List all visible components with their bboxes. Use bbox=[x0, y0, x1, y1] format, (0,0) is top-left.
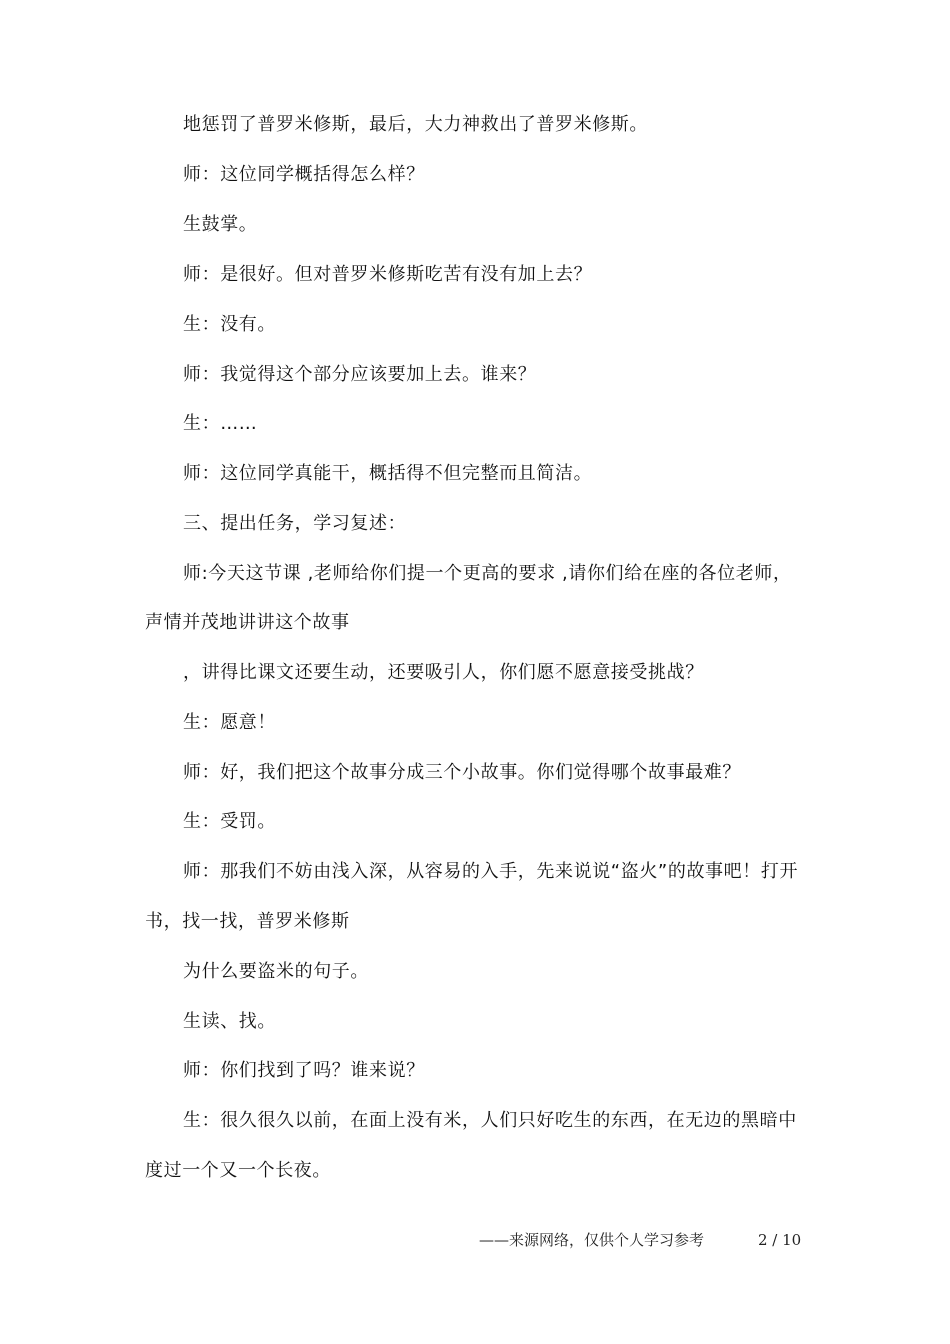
text-line: 师：你们找到了吗？谁来说？ bbox=[183, 1060, 425, 1081]
text-line: 师：是很好。但对普罗米修斯吃苦有没有加上去？ bbox=[183, 264, 593, 285]
text-line: 生鼓掌。 bbox=[183, 214, 258, 235]
text-line: 师：这位同学真能干，概括得不但完整而且简洁。 bbox=[183, 463, 593, 484]
text-line: ，讲得比课文还要生动，还要吸引人，你们愿不愿意接受挑战？ bbox=[183, 662, 704, 683]
text-line: 师：我觉得这个部分应该要加上去。谁来？ bbox=[183, 364, 537, 385]
text-line: 度过一个又一个长夜。 bbox=[145, 1160, 331, 1181]
page-number: 2 / 10 bbox=[758, 1231, 802, 1249]
text-line: 师：那我们不妨由浅入深，从容易的入手，先来说说“盗火”的故事吧！打开 bbox=[183, 861, 799, 882]
text-line: 为什么要盗米的句子。 bbox=[183, 961, 369, 982]
footer-source-note: ——来源网络，仅供个人学习参考 bbox=[479, 1231, 705, 1249]
text-line: 生读、找。 bbox=[183, 1011, 276, 1032]
text-line: 书，找一找，普罗米修斯 bbox=[145, 911, 350, 932]
text-line: 生：很久很久以前，在面上没有米，人们只好吃生的东西，在无边的黑暗中 bbox=[183, 1110, 797, 1131]
text-line: 师:今天这节课 ,老师给你们提一个更高的要求 ,请你们给在座的各位老师， bbox=[183, 563, 792, 584]
text-line: 师：好，我们把这个故事分成三个小故事。你们觉得哪个故事最难？ bbox=[183, 762, 741, 783]
section-heading: 三、提出任务，学习复述： bbox=[183, 513, 407, 534]
text-line: 地惩罚了普罗米修斯，最后，大力神救出了普罗米修斯。 bbox=[183, 114, 648, 135]
text-line: 生：…… bbox=[183, 413, 258, 434]
text-line: 生：受罚。 bbox=[183, 811, 276, 832]
text-line: 声情并茂地讲讲这个故事 bbox=[145, 612, 350, 633]
text-line: 师：这位同学概括得怎么样？ bbox=[183, 164, 425, 185]
text-line: 生：没有。 bbox=[183, 314, 276, 335]
text-line: 生：愿意！ bbox=[183, 712, 276, 733]
